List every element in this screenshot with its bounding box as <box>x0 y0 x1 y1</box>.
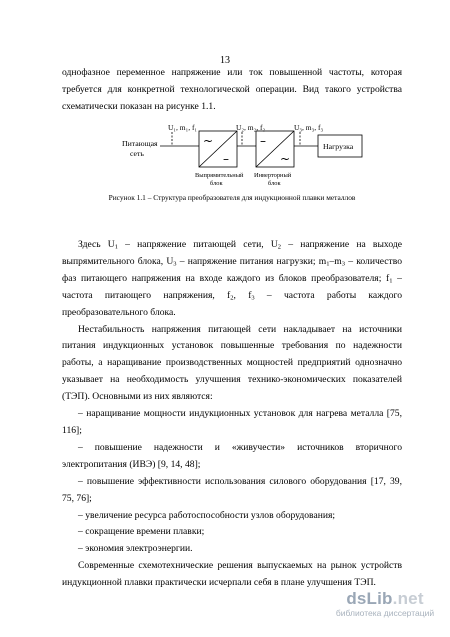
dc-symbol-icon: – <box>260 134 266 148</box>
label-u2: U₂, m₂, f₂ <box>236 123 266 132</box>
dslib-watermark <box>326 590 444 619</box>
load-label: Нагрузка <box>323 142 354 151</box>
list-item: – сокращение времени плавки; <box>78 526 205 538</box>
converter-diagram <box>0 0 450 200</box>
supply-label-1: Питающая <box>122 139 158 148</box>
watermark-tagline: библиотека диссертаций <box>335 608 435 618</box>
body-text <box>62 237 402 592</box>
inverter-label-1: Инверторный <box>254 172 292 179</box>
inverter-label-2: блок <box>268 180 281 187</box>
ac-symbol-icon: ~ <box>203 134 214 148</box>
rectifier-label-2: блок <box>210 180 223 187</box>
label-u1: U₁, m₁, f₁ <box>168 123 198 132</box>
supply-label-2: сеть <box>130 149 144 158</box>
figure-caption: Рисунок 1.1 – Структура преобразователя для индукционной плавки металлов <box>108 193 356 202</box>
list-item: – экономия электроэнергии. <box>78 543 193 555</box>
list-item: – повышение надежности и «живучести» источников вторичного электропитания (ИВЭ) [9, 14, 48]; <box>62 441 402 470</box>
list-item: – повышение эффективности использования силового оборудования [17, 39, 75, 76]; <box>62 475 402 504</box>
list-item: – увеличение ресурса работоспособности узлов оборудования; <box>78 509 336 521</box>
dc-symbol-icon: – <box>223 152 229 166</box>
ac-symbol-icon: ~ <box>280 152 291 166</box>
instability-paragraph: Нестабильность напряжения питающей сети накладывает на источники питания индукционных установок повышенные требования по надежности работы, а наращивание производственных мощностей предприятий однозначно указывает на необходимость улучшения технико-экономических показателей (ТЭП). Основными из них являются: <box>62 323 402 403</box>
watermark-logo: dsLib.net <box>346 589 424 608</box>
page-number: 13 <box>220 55 230 66</box>
list-item: – наращивание мощности индукционных установок для нагрева металла [75, 116]; <box>62 408 402 436</box>
label-u3: U₃, m₃, f₃ <box>294 123 324 132</box>
closing-paragraph: Современные схемотехнические решения выпускаемых на рынок устройств индукционной плавки практически исчерпали себя в плане улучшения ТЭП. <box>62 560 402 589</box>
intro-paragraph: однофазное переменное напряжение или ток повышенной частоты, которая требуется для конкретной технологической операции. Вид такого устройства схематически показан на рисунке 1.1. <box>62 67 402 112</box>
definitions-paragraph: Здесь $U_1$ – напряжение питающей сети, $U_2$ – напряжение на выходе выпрямительного блока, $U_3$ – напряжение питания нагрузки; $m_1-m_3$ – количество фаз питающего напряжения на входе каждого из блоков преобразователя; $f_1$ – частота питающего напряжения, $f_2$, $f_3$ – частота работы каждого преобразовательного блока. <box>62 239 402 318</box>
rectifier-label-1: Выпрямительный <box>195 172 244 179</box>
